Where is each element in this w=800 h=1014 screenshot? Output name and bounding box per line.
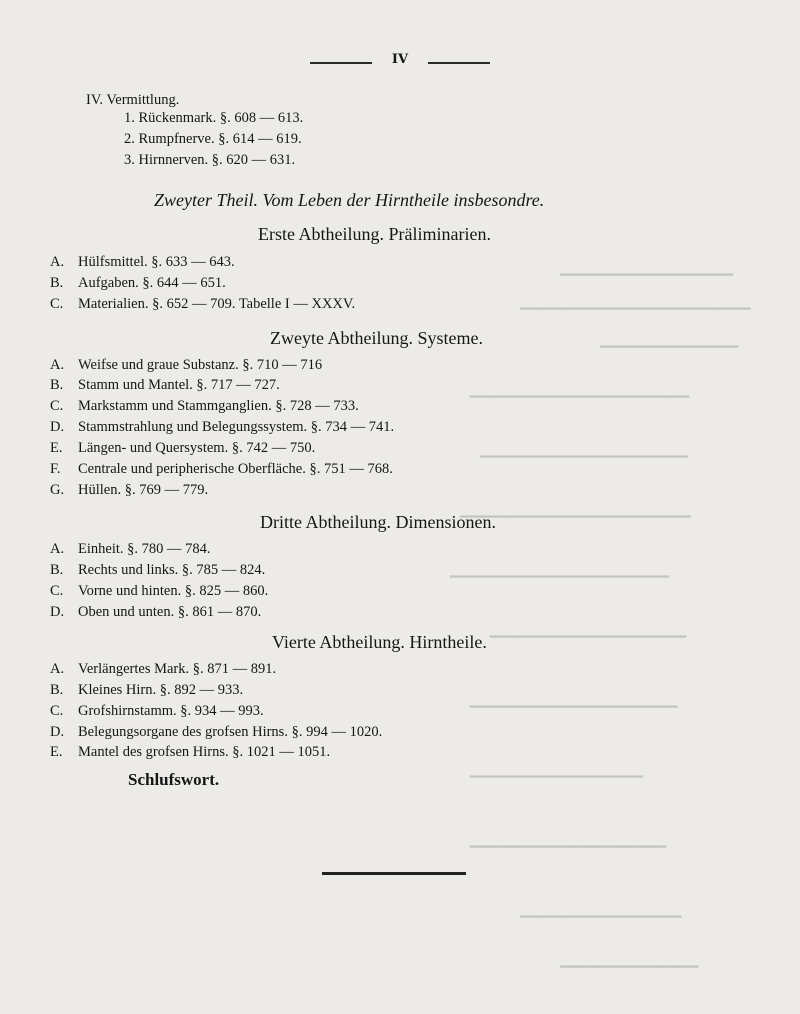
entry-letter: A. — [50, 357, 65, 373]
page-header — [310, 52, 490, 72]
entry-text: Längen- und Quersystem. §. 742 — 750. — [78, 440, 316, 456]
entry-text: Belegungsorgane des grofsen Hirns. §. 994 — 1020. — [78, 724, 383, 740]
abtheilung-4-title: Vierte Abtheilung. Hirntheile. — [272, 632, 487, 652]
abtheilung-3-title: Dritte Abtheilung. Dimensionen. — [260, 512, 496, 532]
section-iv-item: 2. Rumpfnerve. §. 614 — 619. — [124, 131, 302, 147]
entry-letter: B. — [50, 562, 64, 578]
entry-text: Mantel des grofsen Hirns. §. 1021 — 1051. — [78, 744, 331, 760]
entry-text: Aufgaben. §. 644 — 651. — [78, 275, 226, 291]
entry-text: Grofshirnstamm. §. 934 — 993. — [78, 703, 264, 719]
bleed-through-texture: ▁▁▁▁▁▁▁▁▁▁▁▁▁▁▁ ▁▁▁▁▁▁▁▁▁▁▁▁▁▁▁▁▁▁▁▁ ▁▁▁▁▁▁▁▁▁▁▁▁ ▁▁▁▁▁▁▁▁▁▁▁▁▁▁▁▁▁▁▁ ▁▁▁▁▁▁▁▁▁▁▁▁▁▁▁▁▁▁ ▁▁▁▁▁▁▁▁▁▁▁▁▁▁▁▁▁▁▁▁ ▁▁▁▁▁▁▁▁▁▁▁▁▁▁▁▁▁▁▁ ▁▁▁▁▁▁▁▁▁▁▁▁▁▁▁▁▁ ▁▁▁▁▁▁▁▁▁▁▁▁▁▁▁▁▁▁ ▁▁▁▁▁▁▁▁▁▁▁▁▁▁▁ ▁▁▁▁▁▁▁▁▁▁▁▁▁▁▁▁▁ ▁▁▁▁▁▁▁▁▁▁▁▁▁▁ ▁▁▁▁▁▁▁▁▁▁▁▁ — [450, 260, 751, 968]
entry-letter: C. — [50, 703, 64, 719]
entry-letter: B. — [50, 275, 64, 291]
entry-text: Centrale und peripherische Oberfläche. §. 751 — 768. — [78, 461, 393, 477]
entry-letter: D. — [50, 419, 65, 435]
entry-letter: F. — [50, 461, 61, 477]
abtheilung-1-title: Erste Abtheilung. Präliminarien. — [258, 224, 491, 244]
entry-letter: G. — [50, 482, 65, 498]
abtheilung-2-title: Zweyte Abtheilung. Systeme. — [270, 328, 483, 348]
entry-letter: A. — [50, 541, 65, 557]
header-rule-right — [428, 62, 490, 64]
entry-letter: E. — [50, 744, 63, 760]
section-iv-item: 1. Rückenmark. §. 608 — 613. — [124, 110, 304, 126]
entry-text: Stamm und Mantel. §. 717 — 727. — [78, 377, 280, 393]
entry-letter: B. — [50, 682, 64, 698]
entry-text: Verlängertes Mark. §. 871 — 891. — [78, 661, 277, 677]
entry-text: Hüllen. §. 769 — 779. — [78, 482, 209, 498]
entry-text: Oben und unten. §. 861 — 870. — [78, 604, 262, 620]
entry-text: Kleines Hirn. §. 892 — 933. — [78, 682, 244, 698]
section-iv-item: 3. Hirnnerven. §. 620 — 631. — [124, 152, 296, 168]
closing-word: Schlufswort. — [128, 770, 220, 789]
entry-letter: B. — [50, 377, 64, 393]
entry-text: Markstamm und Stammganglien. §. 728 — 733. — [78, 398, 359, 414]
entry-letter: A. — [50, 661, 65, 677]
entry-letter: C. — [50, 398, 64, 414]
entry-letter: A. — [50, 254, 65, 270]
end-rule — [322, 872, 466, 875]
entry-text: Weifse und graue Substanz. §. 710 — 716 — [78, 357, 323, 373]
entry-text: Vorne und hinten. §. 825 — 860. — [78, 583, 269, 599]
entry-text: Stammstrahlung und Belegungssystem. §. 734 — 741. — [78, 419, 395, 435]
section-iv-heading: IV. Vermittlung. — [86, 92, 180, 108]
part-title: Zweyter Theil. Vom Leben der Hirntheile insbesondre. — [154, 190, 545, 210]
entry-letter: C. — [50, 296, 64, 312]
entry-letter: D. — [50, 604, 65, 620]
page-number: IV — [391, 52, 409, 67]
entry-text: Materialien. §. 652 — 709. Tabelle I — XXXV. — [78, 296, 356, 312]
entry-text: Einheit. §. 780 — 784. — [78, 541, 211, 557]
entry-letter: C. — [50, 583, 64, 599]
entry-text: Rechts und links. §. 785 — 824. — [78, 562, 266, 578]
entry-letter: E. — [50, 440, 63, 456]
entry-letter: D. — [50, 724, 65, 740]
entry-text: Hülfsmittel. §. 633 — 643. — [78, 254, 235, 270]
